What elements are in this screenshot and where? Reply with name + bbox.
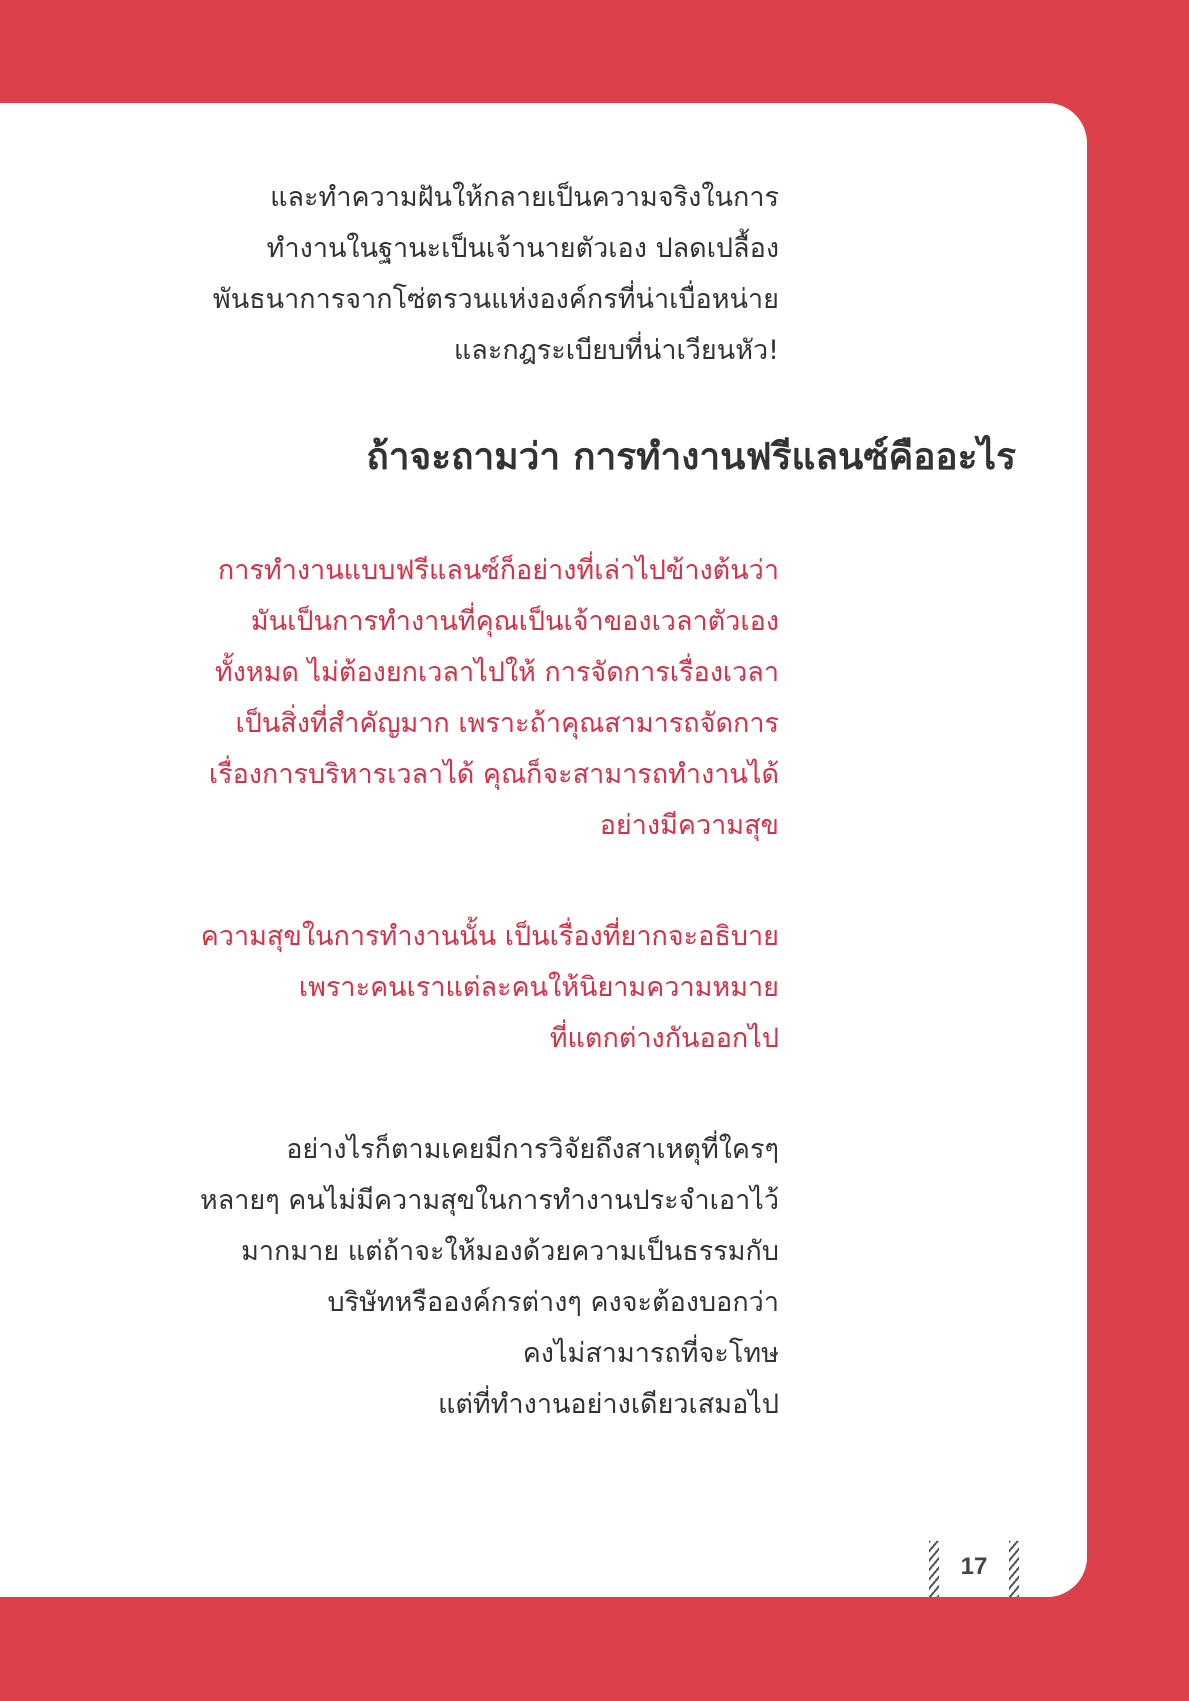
text-line: หลายๆ คนไม่มีความสุขในการทำงานประจำเอาไว้ xyxy=(199,1185,779,1216)
text-line: มันเป็นการทำงานที่คุณเป็นเจ้าของเวลาตัวเอง xyxy=(250,606,779,637)
text-line: คงไม่สามารถที่จะโทษ xyxy=(522,1338,779,1369)
text-line: และทำความฝันให้กลายเป็นความจริงในการ xyxy=(270,182,779,213)
text-line: และกฎระเบียบที่น่าเวียนหัว! xyxy=(453,335,779,366)
highlight-paragraph-1 xyxy=(209,545,779,851)
text-line: ที่แตกต่างกันออกไป xyxy=(549,1023,779,1054)
text-line: ความสุขในการทำงานนั้น เป็นเรื่องที่ยากจะอธิบาย xyxy=(200,921,779,952)
highlight-paragraph-2 xyxy=(201,911,779,1064)
text-line: เรื่องการบริหารเวลาได้ คุณก็จะสามารถทำงานได้ xyxy=(208,759,779,790)
hatch-divider-right xyxy=(1009,1541,1019,1597)
text-line: เป็นสิ่งที่สำคัญมาก เพราะถ้าคุณสามารถจัดการ xyxy=(235,708,779,739)
text-line: อย่างมีความสุข xyxy=(599,810,779,841)
text-line: แต่ที่ทำงานอย่างเดียวเสมอไป xyxy=(437,1389,779,1420)
page-number: 17 xyxy=(960,1553,988,1580)
text-line: ทั้งหมด ไม่ต้องยกเวลาไปให้ การจัดการเรื่องเวลา xyxy=(214,657,779,688)
section-heading: ถ้าจะถามว่า การทำงานฟรีแลนซ์คืออะไร xyxy=(366,435,1016,478)
text-line: อย่างไรก็ตามเคยมีการวิจัยถึงสาเหตุที่ใครๆ xyxy=(286,1134,779,1165)
intro-paragraph xyxy=(213,172,779,376)
closing-paragraph xyxy=(200,1124,779,1430)
page-footer xyxy=(929,1541,1019,1597)
text-line: บริษัทหรือองค์กรต่างๆ คงจะต้องบอกว่า xyxy=(327,1287,779,1318)
text-line: เพราะคนเราแต่ละคนให้นิยามความหมาย xyxy=(298,972,779,1003)
text-line: พันธนาการจากโซ่ตรวนแห่งองค์กรที่น่าเบื่อหน่าย xyxy=(212,284,779,315)
text-line: ทำงานในฐานะเป็นเจ้านายตัวเอง ปลดเปลื้อง xyxy=(266,233,779,264)
text-line: มากมาย แต่ถ้าจะให้มองด้วยความเป็นธรรมกับ xyxy=(241,1236,779,1267)
text-line: การทำงานแบบฟรีแลนซ์ก็อย่างที่เล่าไปข้างต้นว่า xyxy=(217,555,779,586)
